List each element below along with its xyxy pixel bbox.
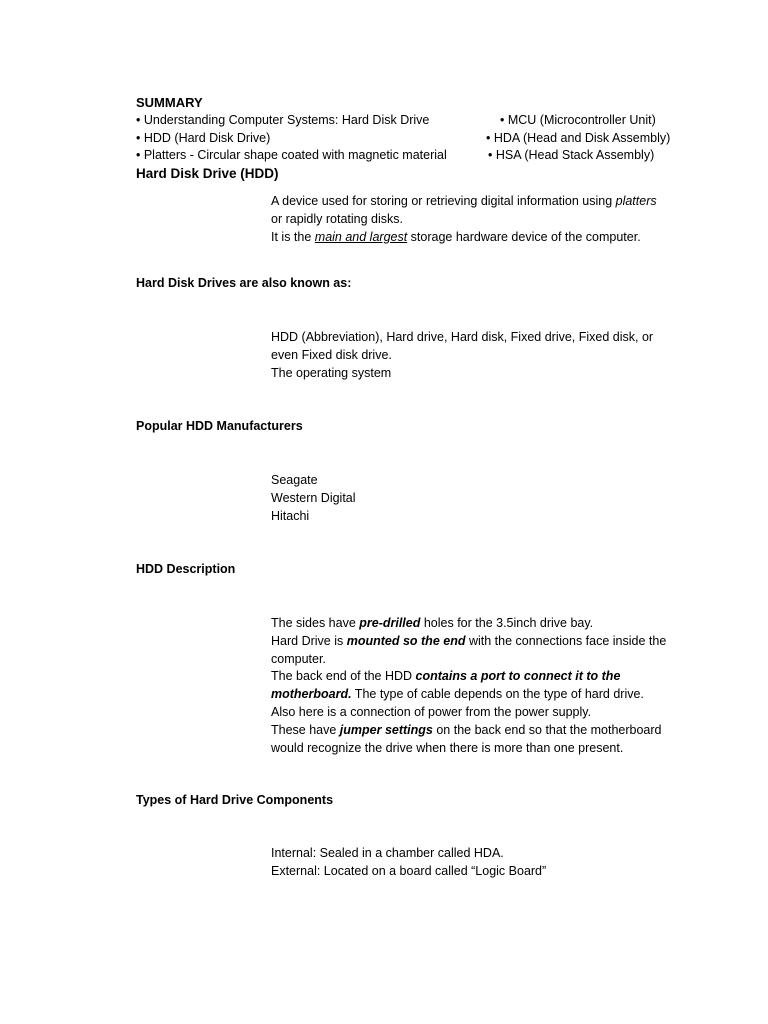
text: The type of cable depends on the type of hard drive.	[351, 687, 644, 702]
aka-body	[271, 329, 681, 382]
heading-also-known-as: Hard Disk Drives are also known as:	[136, 276, 352, 290]
text: The back end of the HDD	[271, 669, 416, 684]
text: Internal: Sealed in a chamber called HDA.	[271, 846, 504, 860]
summary-item: • HSA (Head Stack Assembly)	[488, 148, 655, 162]
emphasis: pre-drilled	[359, 616, 421, 630]
heading-components: Types of Hard Drive Components	[136, 793, 334, 807]
emphasis: contains a port to connect it to the motherboard.	[271, 669, 621, 702]
emphasis: mounted so the end	[346, 633, 466, 648]
emphasis: jumper settings	[339, 722, 433, 737]
emphasis: platters	[615, 194, 657, 208]
description-body	[271, 615, 681, 757]
text: Also here is a connection of power from the power supply.	[271, 704, 592, 719]
heading-hdd-description: HDD Description	[136, 562, 236, 576]
text: Hard Drive is	[271, 633, 347, 648]
text: holes for the 3.5inch drive bay.	[420, 616, 594, 630]
emphasis: main and largest	[314, 229, 408, 244]
text: or rapidly rotating disks.	[271, 211, 404, 226]
text: with the connections face inside the computer.	[271, 633, 667, 666]
summary-item: • HDA (Head and Disk Assembly)	[486, 131, 671, 145]
text: HDD (Abbreviation), Hard drive, Hard disk, Fixed drive, Fixed disk, or even Fixed disk drive.	[271, 330, 654, 362]
summary-item: • Understanding Computer Systems: Hard Disk Drive	[136, 113, 430, 127]
text: External: Located on a board called “Logic Board”	[271, 863, 547, 878]
text: on the back end so that the motherboard would recognize the drive when there is more than one present.	[271, 722, 662, 755]
section-title-hdd: Hard Disk Drive (HDD)	[136, 166, 279, 181]
list-item: Hitachi	[271, 508, 310, 523]
text: A device used for storing or retrieving digital information using	[271, 194, 616, 208]
text: The operating system	[271, 365, 392, 380]
summary-item: • MCU (Microcontroller Unit)	[500, 113, 656, 127]
summary-title: SUMMARY	[136, 95, 203, 110]
manufacturer-list	[271, 472, 681, 525]
hdd-definition	[271, 193, 681, 246]
text: It is the	[271, 229, 315, 244]
summary-item: • HDD (Hard Disk Drive)	[136, 131, 271, 145]
text: These have	[271, 722, 340, 737]
summary-item: • Platters - Circular shape coated with magnetic material	[136, 148, 447, 162]
heading-manufacturers: Popular HDD Manufacturers	[136, 419, 303, 433]
text: The sides have	[271, 616, 360, 630]
list-item: Seagate	[271, 473, 318, 487]
components-body	[271, 845, 681, 881]
text: storage hardware device of the computer.	[407, 229, 641, 244]
list-item: Western Digital	[271, 490, 356, 505]
